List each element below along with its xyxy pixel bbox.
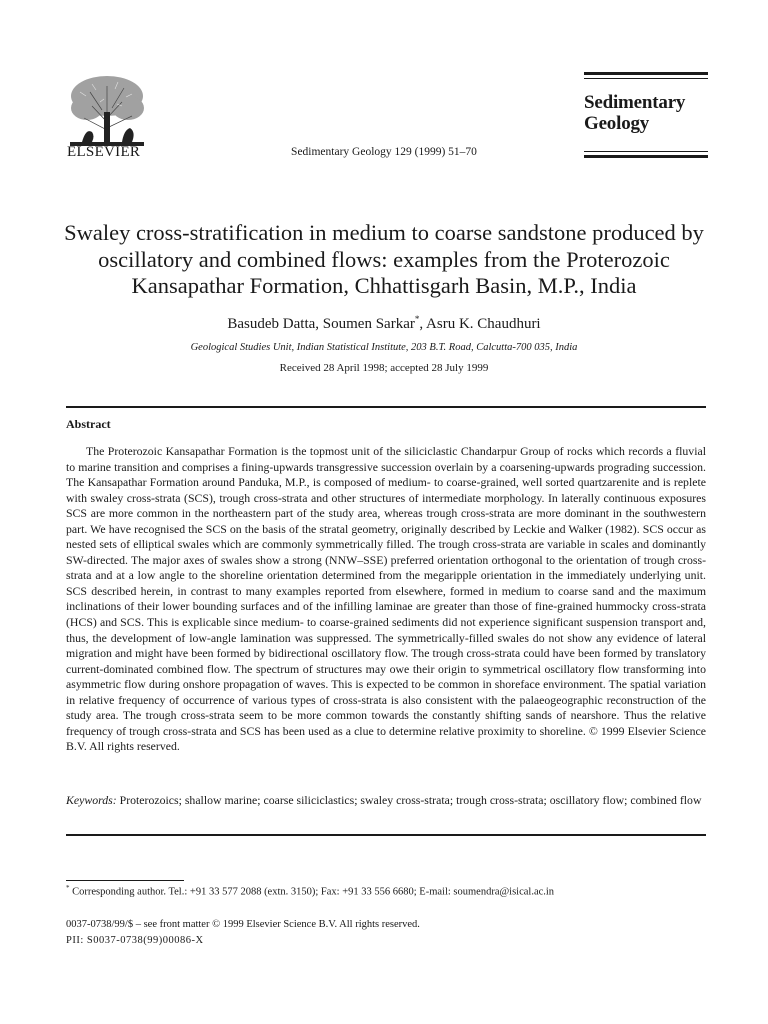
- journal-masthead: [584, 72, 708, 160]
- abstract-body: [66, 444, 706, 755]
- abstract-paragraph: The Proterozoic Kansapathar Formation is the topmost unit of the siliciclastic Chandarpur Group of rocks which records a fluvial to marine transition and comprises a fining-upwards transgressive succession overlain by a coarsening-upwards prograding succession. The Kansapathar Formation around Panduka, M.P., is composed of medium- to coarse-grained, well sorted quartzarenite and is replete with swaley cross-strata (SCS), trough cross-strata and other structures of intermediate morphology. In laterally continuous exposures SCS are more common in the northeastern part of the study area, whereas trough cross-strata are more dominant in the southwestern part. We have recognised the SCS on the basis of the stratal geometry, originally described by Leckie and Walker (1982). SCS occur as nested sets of elliptical swales which are commonly symmetrically filled. The trough cross-strata are variable in scales and dominantly SW-directed. The major axes of swales show a strong (NNW–SSE) preferred orientation orthogonal to the orientation of trough cross-strata and at a low angle to the shoreline orientation determined from the megaripple orientation in the immediately underlying unit. SCS described herein, in contrast to many examples reported from elsewhere, formed in medium to coarse sand and the maximum inclinations of their lower bounding surfaces and of the infilling laminae are greater than those of fine-grained hummocky cross-strata (HCS) and SCS. This is explicable since medium- to coarse-grained sediments did not experience significant suspension transport and, thus, the development of low-angle lamination was suppressed. The symmetrically-filled swales do not show any evidence of lateral migration and might have been formed by bidirectional oscillatory flow. The trough cross-strata could have been formed by translatory current-dominated combined flow. The spectrum of structures may owe their origin to symmetrical oscillatory flow transforming into asymmetric flow during onshore propagation of waves. This is expected to be common in shoreface environment. The spatial variation in relative frequency of occurrence of various types of cross-strata is also consistent with the palaeogeographic reconstruction of the study area. The trough cross-strata seem to be more common towards the constantly shifting sands of nearshore. Thus the relative frequency of trough cross-strata and SCS has been used as a clue to determine relative proximity to shoreline. © 1999 Elsevier Science B.V. All rights reserved.: [66, 444, 706, 754]
- keywords-label: Keywords:: [66, 793, 117, 807]
- masthead-rule: [584, 72, 708, 75]
- journal-name-line: Sedimentary: [584, 92, 686, 113]
- journal-name: [584, 92, 685, 134]
- elsevier-tree-logo: [62, 72, 152, 150]
- corresponding-author-footnote: [66, 884, 554, 898]
- section-divider: [66, 406, 706, 408]
- footnote-marker[interactable]: *: [414, 314, 420, 324]
- journal-citation: Sedimentary Geology 129 (1999) 51–70: [291, 146, 477, 158]
- pii: PII: S0037-0738(99)00086-X: [66, 935, 204, 946]
- masthead-rule: [584, 155, 708, 158]
- keywords-list: Proterozoics; shallow marine; coarse siliciclastics; swaley cross-strata; trough cross-strata; oscillatory flow; combined flow: [116, 793, 702, 807]
- footnote-marker: *: [66, 884, 70, 892]
- author-list: [0, 314, 768, 333]
- publisher-name: ELSEVIER: [67, 144, 141, 160]
- footnote-divider: [66, 880, 184, 881]
- journal-name-line: Geology: [584, 113, 650, 134]
- keywords: [66, 793, 706, 809]
- footnote-text: Corresponding author. Tel.: +91 33 577 2088 (extn. 3150); Fax: +91 33 556 6680; E-mail: soumendra@isical.ac.in: [69, 886, 555, 898]
- masthead-rule: [584, 151, 708, 152]
- affiliation: Geological Studies Unit, Indian Statistical Institute, 203 B.T. Road, Calcutta-700 035, India: [190, 342, 578, 353]
- abstract-heading: Abstract: [66, 417, 111, 431]
- issn-copyright: 0037-0738/99/$ – see front matter © 1999 Elsevier Science B.V. All rights reserved.: [66, 919, 420, 930]
- masthead-rule: [584, 78, 708, 79]
- article-title: Swaley cross-stratification in medium to coarse sandstone produced by oscillatory and combined flows: examples from the Proterozoic Kansapathar Formation, Chhattisgarh Basin, M.P., India: [64, 220, 704, 298]
- author-name: Basudeb Datta, Soumen Sarkar: [227, 316, 415, 332]
- received-dates: Received 28 April 1998; accepted 28 July 1999: [279, 362, 489, 374]
- author-name: , Asru K. Chaudhuri: [419, 316, 541, 332]
- section-divider: [66, 834, 706, 836]
